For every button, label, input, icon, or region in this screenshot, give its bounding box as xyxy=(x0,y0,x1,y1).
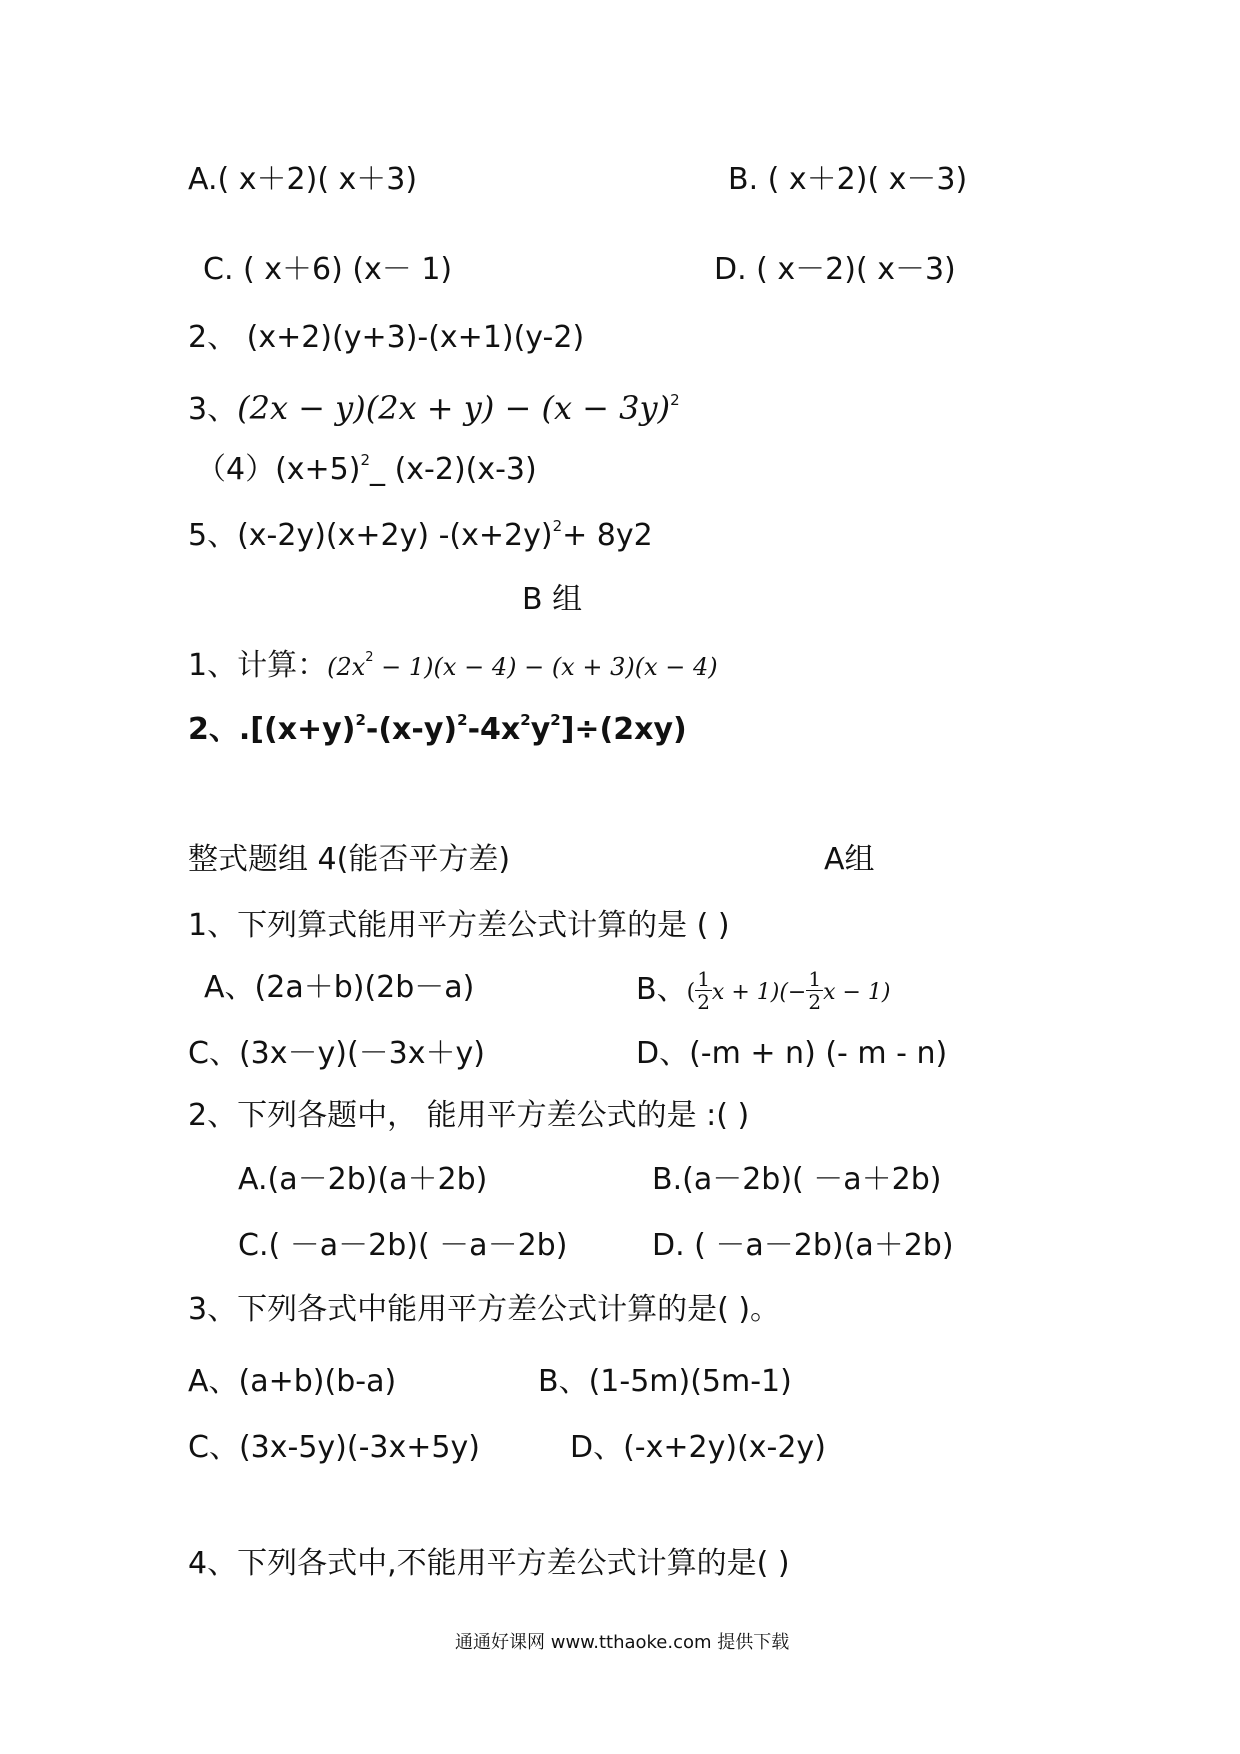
section-question-3: 3、下列各式中能用平方差公式计算的是( )。 xyxy=(188,1292,781,1327)
question-4-exponent: 2 xyxy=(360,451,371,469)
b1-expression-a: (2x xyxy=(327,653,366,681)
section-group-label: A组 xyxy=(824,842,875,877)
b2-exp-1: 2 xyxy=(355,711,366,729)
b2-exp-2: 2 xyxy=(457,711,468,729)
option-b: B. ( x＋2)( x－3) xyxy=(728,162,968,197)
s1-b-open-paren: ( xyxy=(686,980,696,1005)
b2-part-d: y xyxy=(530,712,551,747)
b2-part-a: 2、.[(x+y) xyxy=(188,712,356,747)
s1-option-a: A、(2a＋b)(2b－a) xyxy=(204,970,475,1005)
question-3-expression: (2x − y)(2x + y) − (x − 3y) xyxy=(237,389,671,427)
group-b-question-1 xyxy=(188,648,718,690)
b2-part-b: -(x-y) xyxy=(365,712,458,747)
b1-exponent: 2 xyxy=(365,650,374,665)
option-d: D. ( x－2)( x－3) xyxy=(714,252,956,287)
s3-option-a: A、(a+b)(b-a) xyxy=(188,1364,397,1399)
s2-option-b: B.(a－2b)( －a＋2b) xyxy=(652,1162,942,1197)
s1-b-end: x − 1) xyxy=(823,980,891,1005)
s1-option-c: C、(3x－y)(－3x＋y) xyxy=(188,1036,485,1071)
fraction-denominator: 2 xyxy=(697,990,710,1014)
group-b-question-2 xyxy=(188,712,687,752)
s2-option-a: A.(a－2b)(a＋2b) xyxy=(238,1162,488,1197)
s3-option-c: C、(3x-5y)(-3x+5y) xyxy=(188,1430,480,1465)
b1-expression-b: − 1)(x − 4) − (x + 3)(x − 4) xyxy=(373,653,718,681)
question-3 xyxy=(188,390,680,432)
option-a: A.( x＋2)( x＋3) xyxy=(188,162,418,197)
group-b-heading: B 组 xyxy=(522,582,583,617)
fraction-numerator: 1 xyxy=(697,967,710,991)
fraction-numerator: 1 xyxy=(808,967,822,991)
s1-option-d: D、(-m + n) (- m - n) xyxy=(636,1036,948,1071)
fraction-denominator: 2 xyxy=(808,990,822,1014)
question-3-number: 3、 xyxy=(188,392,238,427)
s1-option-b xyxy=(636,968,891,1022)
s3-option-d: D、(-x+2y)(x-2y) xyxy=(570,1430,826,1465)
section-title: 整式题组 4(能否平方差) xyxy=(188,842,511,877)
b1-label: 1、计算： xyxy=(188,648,328,683)
b2-exp-3: 2 xyxy=(520,711,531,729)
s1-b-middle: x + 1)(− xyxy=(711,980,807,1005)
question-3-exponent: 2 xyxy=(670,391,680,409)
question-4-part-b: _ (x-2)(x-3) xyxy=(370,452,537,487)
question-5 xyxy=(188,518,653,558)
b2-exp-4: 2 xyxy=(550,711,561,729)
page-footer: 通通好课网 www.tthaoke.com 提供下载 xyxy=(455,1632,790,1653)
question-5-exponent: 2 xyxy=(552,517,563,535)
question-4 xyxy=(196,452,537,492)
option-c: C. ( x＋6) (x－ 1) xyxy=(203,252,453,287)
fraction-half-2 xyxy=(806,968,823,1013)
question-5-part-b: + 8y2 xyxy=(562,518,653,553)
s3-option-b: B、(1-5m)(5m-1) xyxy=(538,1364,792,1399)
fraction-half-1 xyxy=(695,968,712,1013)
section-question-4: 4、下列各式中,不能用平方差公式计算的是( ) xyxy=(188,1546,790,1581)
b2-part-c: -4x xyxy=(467,712,521,747)
section-question-1: 1、下列算式能用平方差公式计算的是 ( ) xyxy=(188,908,730,943)
question-2: 2、 (x+2)(y+3)-(x+1)(y-2) xyxy=(188,320,585,355)
s1-option-b-label: B、 xyxy=(636,972,687,1007)
section-question-2: 2、下列各题中， 能用平方差公式的是 :( ) xyxy=(188,1098,750,1133)
s2-option-c: C.( －a－2b)( －a－2b) xyxy=(238,1228,568,1263)
s2-option-d: D. ( －a－2b)(a＋2b) xyxy=(652,1228,954,1263)
b2-part-e: ]÷(2xy) xyxy=(560,712,687,747)
question-4-part-a: （4）(x+5) xyxy=(196,452,361,487)
question-5-part-a: 5、(x-2y)(x+2y) -(x+2y) xyxy=(188,518,553,553)
